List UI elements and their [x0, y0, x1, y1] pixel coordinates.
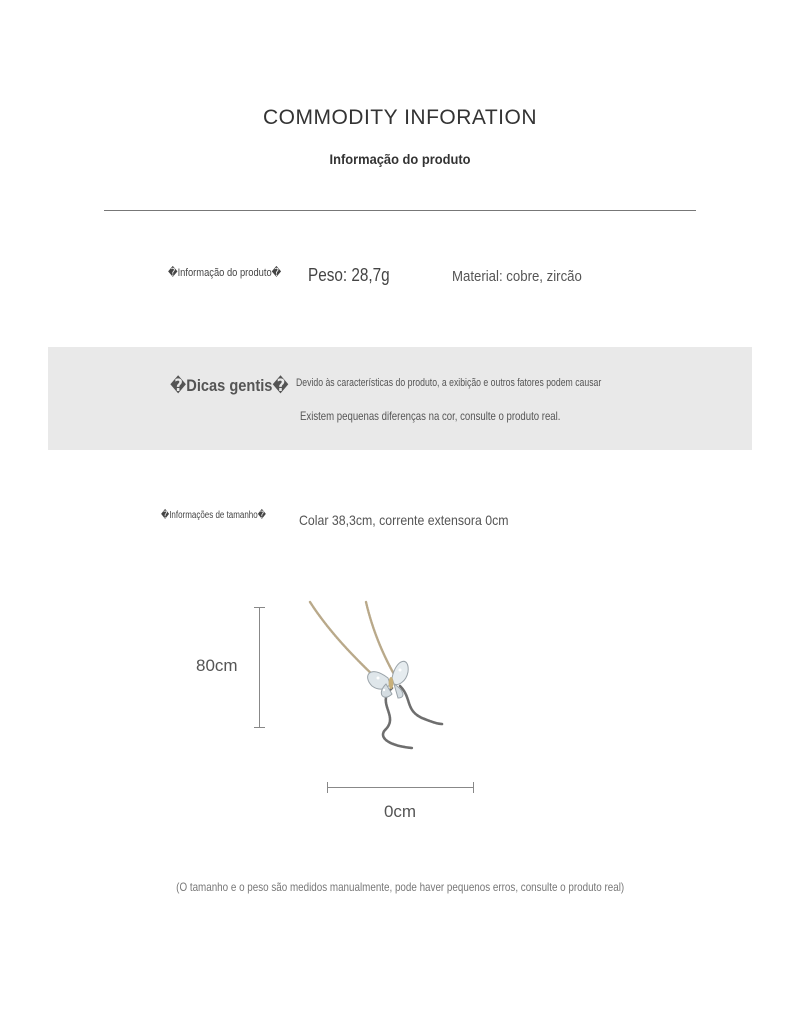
necklace-image	[300, 598, 450, 753]
material-value: Material: cobre, zircão	[452, 268, 582, 285]
width-dimension-line	[327, 787, 474, 788]
tips-label: �Dicas gentis�	[170, 376, 289, 395]
tips-band	[48, 347, 752, 450]
width-dimension-label: 0cm	[383, 802, 417, 821]
height-dimension-line	[259, 607, 260, 727]
weight-value: Peso: 28,7g	[308, 265, 390, 285]
size-info-label: �Informações de tamanho�	[161, 510, 266, 521]
size-value: Colar 38,3cm, corrente extensora 0cm	[299, 512, 509, 528]
tips-line-1: Devido às características do produto, a exibição e outros fatores podem causar	[296, 377, 602, 389]
height-dimension-label: 80cm	[196, 656, 238, 675]
page-title: COMMODITY INFORATION	[262, 106, 538, 129]
tips-line-2: Existem pequenas diferenças na cor, consulte o produto real.	[300, 409, 561, 423]
height-dimension-cap-top	[254, 607, 265, 608]
footnote: (O tamanho e o peso são medidos manualmente, pode haver pequenos erros, consulte o produto real)	[175, 880, 625, 894]
height-dimension-cap-bottom	[254, 727, 265, 728]
product-info-label: �Informação do produto�	[168, 267, 282, 279]
width-dimension-cap-left	[327, 782, 328, 793]
page-subtitle: Informação do produto	[329, 151, 471, 167]
width-dimension-cap-right	[473, 782, 474, 793]
divider	[104, 210, 696, 211]
